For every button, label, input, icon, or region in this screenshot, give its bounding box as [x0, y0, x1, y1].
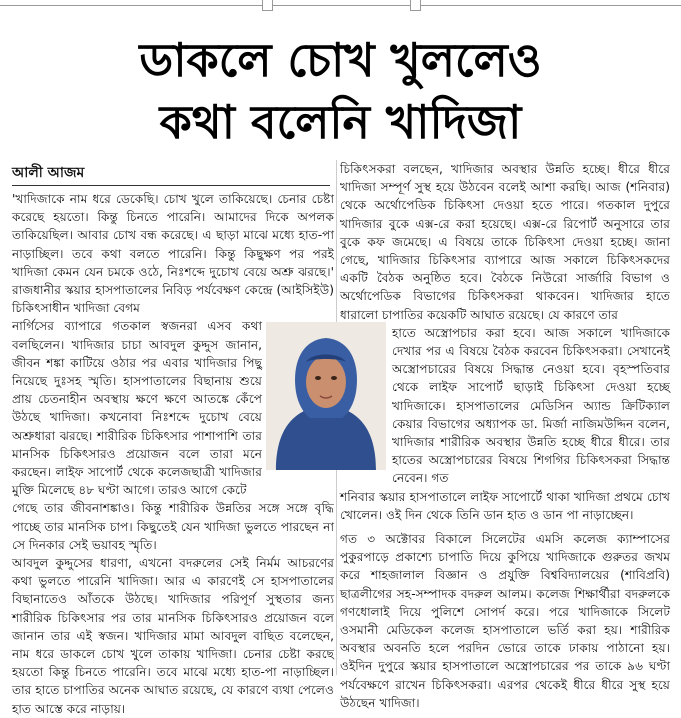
article-column-right	[340, 160, 670, 712]
paragraph-wrapped: নার্গিসের ব্যাপারে গতকাল স্বজনরা এসব কথা বলছিলেন। খাদিজার চাচা আবদুল কুদ্দুস জানান, জীবন শঙ্কা কাটিয়ে ওঠার পর এবার খাদিজার পিছু নিয়েছে দুঃসহ স্মৃতি। হাসপাতালের বিছানায় শুয়ে প্রায় চেতনাহীন অবস্থায় ক্ষণে ক্ষণে আতঙ্কে কেঁপে উঠছে খাদিজা। কখনোবা নিঃশব্দে দুচোখ বেয়ে অশ্রুধারা ঝরছে। শারীরিক চিকিৎসার পাশাপাশি তার মানসিক চিকিৎসারও প্রয়োজন বলে তারা মনে করছেন। লাইফ সাপোর্ট থেকে কলেজছাত্রী খাদিজার মুক্তি মিলেছে ৪৮ ঘণ্টা আগে। তারও আগে কেটে	[12, 319, 262, 498]
byline: আলী আজম	[12, 164, 330, 186]
paragraph: গত ৩ অক্টোবর বিকালে সিলেটের এমসি কলেজ ক্যাম্পাসের পুকুরপাড়ে প্রকাশ্যে চাপাতি দিয়ে কুপিয়ে খাদিজাকে গুরুতর জখম করে শাহজালাল বিজ্ঞান ও প্রযুক্তি বিশ্ববিদ্যালয়ের (শাবিপ্রবি) ছাত্রলীগের সহ-সম্পাদক বদরুল আলম। কলেজ শিক্ষার্থীরা বদরুলকে গণধোলাই দিয়ে পুলিশে সোপর্দ করে। পরে খাদিজাকে সিলেট ওসমানী মেডিকেল কলেজ হাসপাতালে ভর্তি করা হয়। শারীরিক অবস্থার অবনতি হলে পরদিন ভোরে তাকে ঢাকায় পাঠানো হয়। ওইদিন দুপুরে স্কয়ার হাসপাতালে অস্ত্রোপচারের পর তাকে ৯৬ ঘণ্টা পর্যবেক্ষণে রাখেন চিকিৎসকরা। এরপর থেকেই ধীরে ধীরে সুস্থ হয়ে উঠছেন খাদিজা।	[340, 532, 670, 710]
paragraph: চিকিৎসকরা বলছেন, খাদিজার অবস্থার উন্নতি হচ্ছে। ধীরে ধীরে খাদিজা সম্পূর্ণ সুস্থ হয়ে উঠবেন বলেই আশা করছি। আজ (শনিবার) থেকে অর্থোপেডিক চিকিৎসা দেওয়া হতে পারে। গতকাল দুপুরে খাদিজার বুকে এক্স-রে করা হয়েছে। এক্স-রে রিপোর্ট অনুসারে তার বুকে কফ জমেছে। এ বিষয়ে তাকে চিকিৎসা দেওয়া হচ্ছে। জানা গেছে, খাদিজার চিকিৎসার ব্যাপারে আজ সকালে চিকিৎসকদের একটি বৈঠক অনুষ্ঠিত হবে। বৈঠকে নিউরো সার্জারি বিভাগ ও অর্থোপেডিক বিভাগের চিকিৎসকরা থাকবেন। খাদিজার হাতে ধারালো চাপাতির কয়েকটি আঘাত রয়েছে। যে কারণে তার	[340, 162, 670, 322]
top-rule-notch	[262, 0, 273, 11]
paragraph-wrapped: হাতে অস্ত্রোপচার করা হবে। আজ সকালে খাদিজাকে দেখার পর এ বিষয়ে বৈঠক করবেন চিকিৎসকরা। সেখানেই অস্ত্রোপচারের বিষয়ে সিদ্ধান্ত নেওয়া হবে। বৃহস্পতিবার থেকে লাইফ সাপোর্ট ছাড়াই চিকিৎসা দেওয়া হচ্ছে খাদিজাকে। হাসপাতালের মেডিসিন অ্যান্ড ক্রিটিক্যাল কেয়ার বিভাগের অধ্যাপক ডা. মির্জা নাজিমউদ্দিন বলেন, খাদিজার শারীরিক অবস্থার উন্নতি হচ্ছে ধীরে ধীরে। তার হাতের অস্ত্রোপচারের বিষয়ে শিগগির চিকিৎসকরা সিদ্ধান্ত নেবেন। গত	[392, 325, 670, 486]
paragraph: গেছে তার জীবনাশঙ্কাও। কিন্তু শারীরিক উন্নতির সঙ্গে সঙ্গে বৃদ্ধি পাচ্ছে তার মানসিক চাপ। কিছুতেই যেন খাদিজা ভুলতে পারছেন না সে দিনকার সেই ভয়াবহ স্মৃতি।	[12, 501, 334, 552]
headline-line-2: কথা বলেনি খাদিজা	[159, 95, 522, 149]
paragraph: 'খাদিজাকে নাম ধরে ডেকেছি। চোখ খুলে তাকিয়েছে। চেনার চেষ্টা করেছে হয়তো। কিন্তু চিনতে পারেনি। আমাদের দিকে অপলক তাকিয়েছিল। আবার চোখ বন্ধ করেছে। এ ছাড়া মাঝে মধ্যে হাত-পা নাড়াচ্ছিল। তবে কথা বলতে পারেনি। কিন্তু কিছুক্ষণ পর পরই খাদিজা কেমন যেন চমকে ওঠে, নিঃশব্দে দুচোখ বেয়ে অশ্রু ঝরছে।' রাজধানীর স্কয়ার হাসপাতালের নিবিড় পর্যবেক্ষণ কেন্দ্রে (আইসিইউ) চিকিৎসাধীন খাদিজা বেগম	[12, 192, 334, 316]
headline-line-1: ডাকলে চোখ খুললেও	[139, 33, 542, 87]
paragraph: শনিবার স্কয়ার হাসপাতালে লাইফ সাপোর্টে থাকা খাদিজা প্রথমে চোখ খোলেন। ওই দিন থেকে তিনি ডান হাত ও ডান পা নাড়াচ্ছেন।	[340, 489, 670, 522]
top-rule-notch	[410, 0, 421, 11]
paragraph: আবদুল কুদ্দুসের ধারণা, এখনো বদরুলের সেই নির্মম আচরণের কথা ভুলতে পারেনি খাদিজা। আর এ কারণেই সে হাসপাতালের বিছানাতেও আঁতকে উঠছে। খাদিজার পরিপূর্ণ সুস্থতার জন্য শারীরিক চিকিৎসার পর তার মানসিক চিকিৎসারও প্রয়োজন বলে জানান তার এই স্বজন। খাদিজার মামা আবদুল বাছিত বলেছেন, নাম ধরে ডাকলে চোখ খুলে তাকায় খাদিজা। চেনার চেষ্টা করছে হয়তো কিন্তু চিনতে পারেনি। তবে মাঝে মধ্যে হাত-পা নাড়াচ্ছিল। তার হাতে চাপাতির অনেক আঘাত রয়েছে, যে কারণে ব্যথা পেলেও হাত আস্তে করে নাড়ায়।	[12, 556, 334, 716]
page-top-rule	[0, 0, 681, 12]
top-rule-line	[0, 5, 681, 6]
